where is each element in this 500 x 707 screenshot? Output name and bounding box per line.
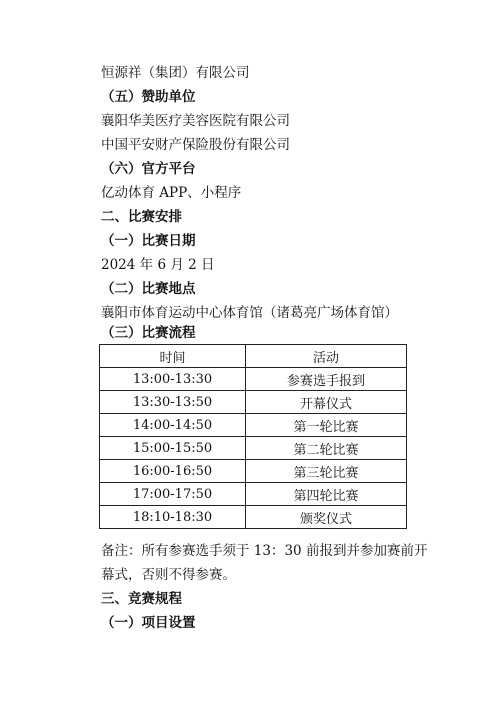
table-row (100, 414, 407, 437)
table-row (100, 437, 407, 460)
table-header-activity: 活动 (246, 345, 407, 368)
time-cell: 17:00-17:50 (100, 483, 246, 506)
activity-cell: 第二轮比赛 (246, 437, 407, 460)
activity-cell: 开幕仪式 (246, 391, 407, 414)
table-row (100, 483, 407, 506)
chapter-rules-heading: 三、竞赛规程 (101, 591, 182, 607)
date-line: 2024 年 6 月 2 日 (101, 257, 215, 273)
table-row (100, 391, 407, 414)
table-row (100, 368, 407, 391)
section-process-heading: （三）比赛流程 (101, 325, 196, 341)
section-platform-heading: （六）官方平台 (101, 161, 196, 177)
activity-cell: 参赛选手报到 (246, 368, 407, 391)
section-date-heading: （一）比赛日期 (101, 233, 196, 249)
time-cell: 13:00-13:30 (100, 368, 246, 391)
time-cell: 15:00-15:50 (100, 437, 246, 460)
activity-cell: 第四轮比赛 (246, 483, 407, 506)
table-row (100, 460, 407, 483)
section-venue-heading: （二）比赛地点 (101, 281, 196, 297)
platform-line: 亿动体育 APP、小程序 (101, 185, 242, 201)
note-line-1: 备注：所有参赛选手须于 13：30 前报到并参加赛前开 (101, 543, 428, 559)
schedule-table (99, 344, 407, 529)
note-line-2: 幕式，否则不得参赛。 (101, 567, 236, 583)
venue-line: 襄阳市体育运动中心体育馆（诸葛亮广场体育馆） (101, 305, 398, 321)
time-cell: 13:30-13:50 (100, 391, 246, 414)
section-events-heading: （一）项目设置 (101, 615, 196, 631)
activity-cell: 第一轮比赛 (246, 414, 407, 437)
activity-cell: 第三轮比赛 (246, 460, 407, 483)
sponsor-line-huamei: 襄阳华美医疗美容医院有限公司 (101, 113, 290, 129)
time-cell: 18:10-18:30 (100, 506, 246, 529)
section-sponsor-heading: （五）赞助单位 (101, 89, 196, 105)
time-cell: 16:00-16:50 (100, 460, 246, 483)
company-line-hengyuanxiang: 恒源祥（集团）有限公司 (101, 65, 250, 81)
activity-cell: 颁奖仪式 (246, 506, 407, 529)
time-cell: 14:00-14:50 (100, 414, 246, 437)
sponsor-line-pingan: 中国平安财产保险股份有限公司 (101, 137, 290, 153)
chapter-schedule-heading: 二、比赛安排 (101, 209, 182, 225)
table-header-time: 时间 (100, 345, 246, 368)
table-row (100, 506, 407, 529)
table-header-row (100, 345, 407, 368)
